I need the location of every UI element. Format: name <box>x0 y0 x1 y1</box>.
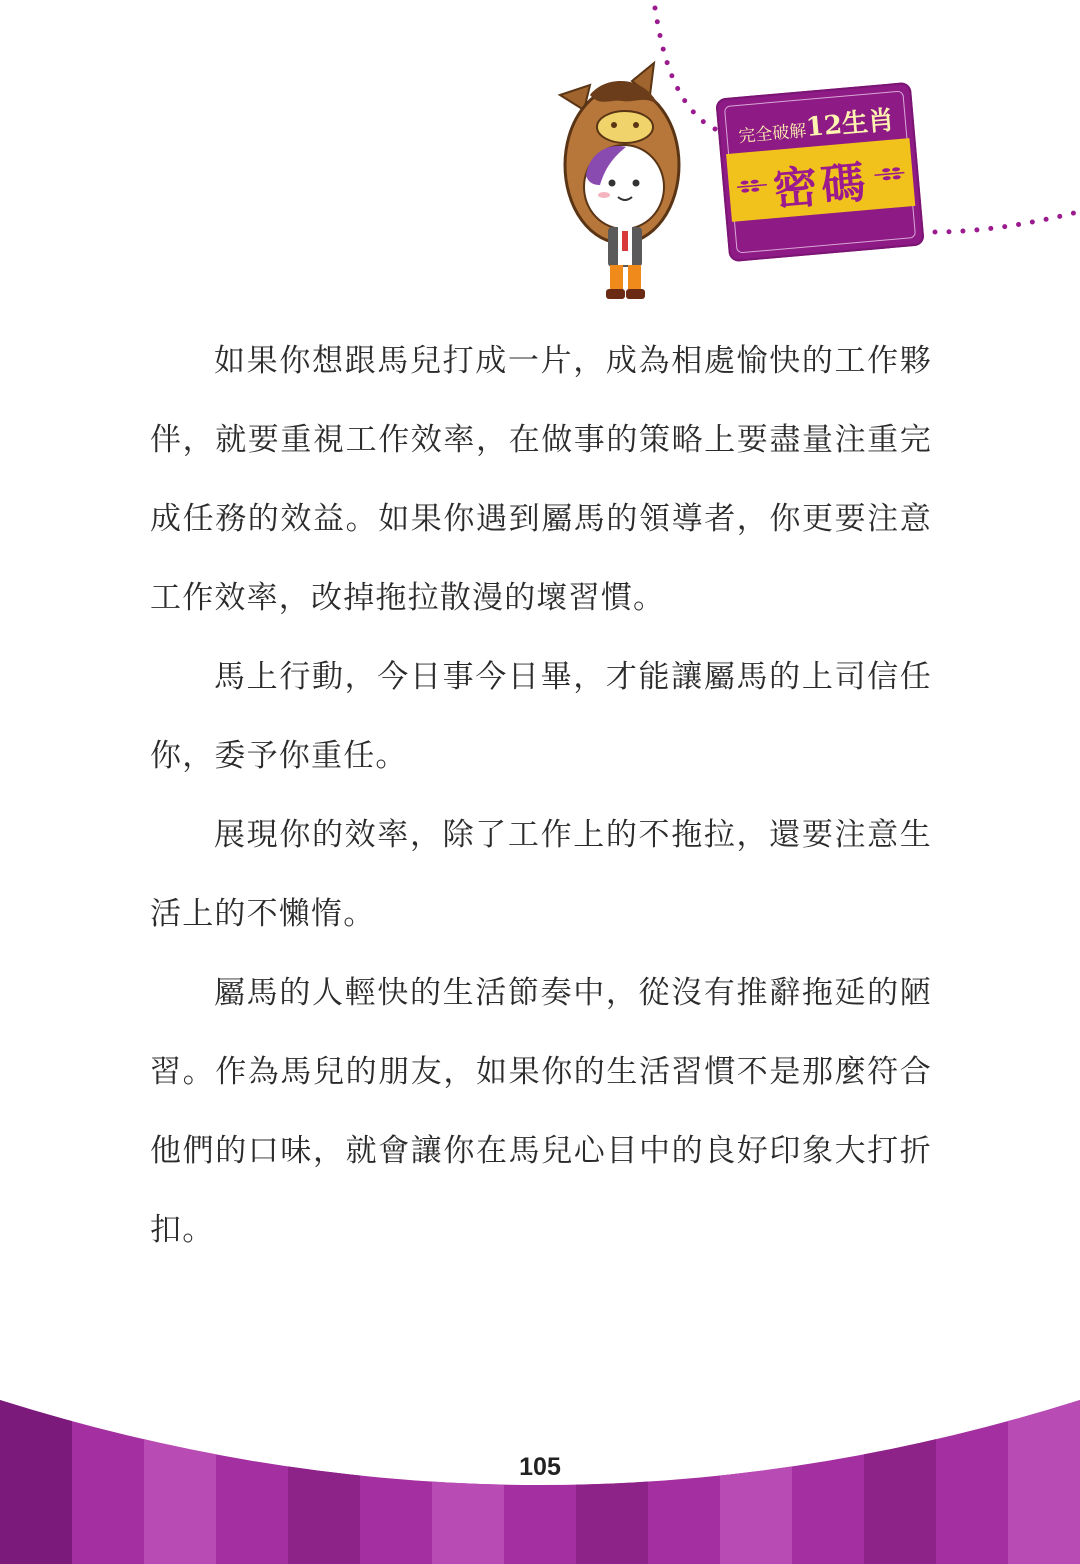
paragraph-3: 展現你的效率，除了工作上的不拖拉，還要注意生活上的不懶惰。 <box>150 817 932 932</box>
horse-hood-character-icon <box>550 55 700 305</box>
body-text <box>150 322 932 1270</box>
page-number: 105 <box>519 1453 561 1481</box>
paragraph-4: 屬馬的人輕快的生活節奏中，從沒有推辭拖延的陋習。作為馬兒的朋友，如果你的生活習慣不是那麼符合他們的口味，就會讓你在馬兒心目中的良好印象大打折扣。 <box>150 975 932 1248</box>
laurel-sprig-icon <box>872 163 908 186</box>
badge-small-text: 完全破解 <box>737 121 808 147</box>
paragraph-1: 如果你想跟馬兒打成一片，成為相處愉快的工作夥伴，就要重視工作效率，在做事的策略上要盡量注重完成任務的效益。如果你遇到屬馬的領導者，你更要注意工作效率，改掉拖拉散漫的壞習慣。 <box>150 343 932 616</box>
chapter-badge <box>715 82 925 262</box>
paragraph-2: 馬上行動，今日事今日畢，才能讓屬馬的上司信任你，委予你重任。 <box>150 659 932 774</box>
badge-big-text: 12生肖 <box>804 105 896 143</box>
badge-title: 密碼 <box>771 156 872 217</box>
